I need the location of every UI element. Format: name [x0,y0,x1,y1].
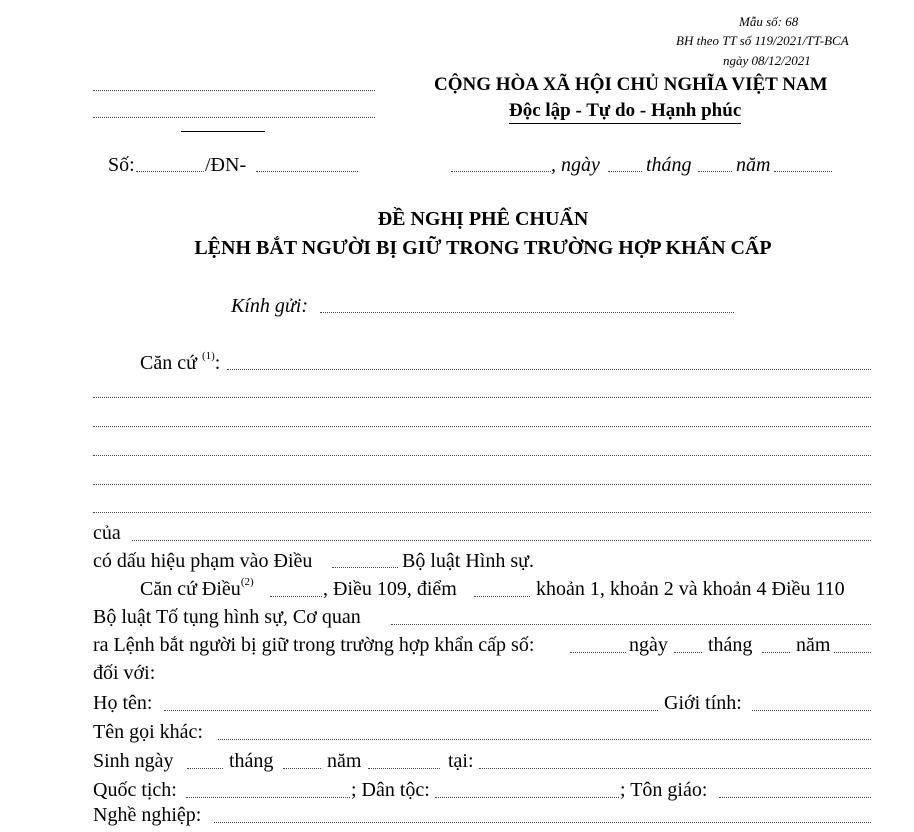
basis2-mid2: khoản 1, khoản 2 và khoản 4 Điều 110 [536,578,845,600]
agency-line-2[interactable] [93,117,375,118]
basis2-mid1: , Điều 109, điểm [323,578,457,600]
basis2-article-field[interactable] [270,596,322,597]
basis-label: Căn cứ $^{(1)}$: [140,350,221,374]
name-field[interactable] [164,710,658,711]
order-month-field[interactable] [762,652,790,653]
crime-prefix: có dấu hiệu phạm vào Điều [93,550,313,572]
order-month-label: tháng [708,634,753,656]
alias-label: Tên gọi khác: [93,721,203,743]
birth-place-label: tại: [448,750,474,772]
religion-field[interactable] [719,797,871,798]
number-label: Số: [108,154,135,176]
birth-label: Sinh ngày [93,750,174,772]
agency-line-label: Bộ luật Tố tụng hình sự, Cơ quan [93,606,361,628]
of-field[interactable] [132,540,871,541]
agency-line-1[interactable] [93,90,375,91]
birth-month-label: tháng [229,750,274,772]
occupation-label: Nghề nghiệp: [93,804,202,826]
national-motto: Độc lập - Tự do - Hạnh phúc [509,100,741,124]
order-year-field[interactable] [834,652,871,653]
birth-place-field[interactable] [479,768,871,769]
birth-year-field[interactable] [368,768,440,769]
ethnicity-field[interactable] [435,797,619,798]
name-label: Họ tên: [93,692,153,714]
month-label: tháng [646,154,692,176]
order-day-label: ngày [629,634,668,656]
dn-code-field[interactable] [256,171,358,172]
gender-label: Giới tính: [664,692,742,714]
gender-field[interactable] [752,710,871,711]
number-field[interactable] [136,171,204,172]
basis-field-4[interactable] [93,455,871,456]
against-label: đối với: [93,662,156,684]
occupation-field[interactable] [214,822,871,823]
basis-field-1[interactable] [227,369,871,370]
nationality-label: Quốc tịch: [93,779,177,801]
form-code-regulation: BH theo TT số 119/2021/TT-BCA [676,33,849,48]
recipient-field[interactable] [320,312,734,313]
month-field[interactable] [698,171,732,172]
year-label: năm [736,154,771,176]
day-field[interactable] [608,171,642,172]
ethnicity-label: ; Dân tộc: [351,779,430,801]
day-label: , ngày [551,154,600,176]
agency-name-field[interactable] [391,624,871,625]
form-code-number: Mẫu số: 68 [739,14,799,29]
form-code-date: ngày 08/12/2021 [723,53,811,68]
dn-label: /ĐN- [205,154,247,176]
recipient-label: Kính gửi: [231,295,309,317]
basis2-point-field[interactable] [474,596,530,597]
basis2-prefix: Căn cứ Điều$^{(2)}$ [140,576,254,600]
order-line-prefix: ra Lệnh bắt người bị giữ trong trường hợp khẩn cấp số: [93,634,535,656]
order-number-field[interactable] [570,652,626,653]
place-field[interactable] [451,171,551,172]
religion-label: ; Tôn giáo: [620,779,708,801]
crime-suffix: Bộ luật Hình sự. [402,550,534,572]
basis-field-6[interactable] [93,512,871,513]
birth-month-field[interactable] [283,768,321,769]
birth-day-field[interactable] [187,768,223,769]
order-year-label: năm [796,634,831,656]
year-field[interactable] [774,171,832,172]
doc-title-line-2: LỆNH BẮT NGƯỜI BỊ GIỮ TRONG TRƯỜNG HỢP KHẨN CẤP [194,237,772,259]
basis-field-2[interactable] [93,397,871,398]
crime-article-field[interactable] [332,567,398,568]
basis-field-3[interactable] [93,426,871,427]
of-label: của [93,522,121,544]
birth-year-label: năm [327,750,362,772]
basis-field-5[interactable] [93,484,871,485]
agency-underline [181,131,265,132]
order-day-field[interactable] [674,652,702,653]
nationality-field[interactable] [186,797,350,798]
doc-title-line-1: ĐỀ NGHỊ PHÊ CHUẨN [377,208,589,230]
national-title: CỘNG HÒA XÃ HỘI CHỦ NGHĨA VIỆT NAM [434,74,828,95]
alias-field[interactable] [218,739,871,740]
